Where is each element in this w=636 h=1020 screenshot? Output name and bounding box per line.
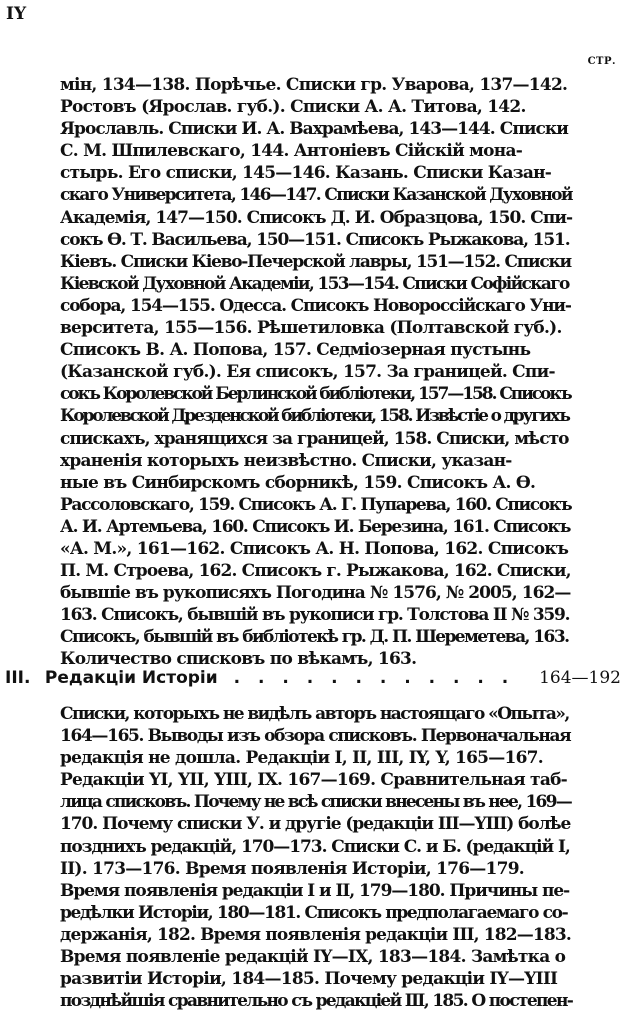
text-line: Королевской Дрезденской библіотеки, 158. Извѣстіе о другихъ [60, 406, 569, 427]
text-line: Ростовъ (Ярослав. губ.). Списки А. А. Титова, 142. [60, 97, 526, 118]
section-page-range: 164—192 [539, 668, 621, 688]
text-line: 164—165. Выводы изъ обзора списковъ. Первоначальная [60, 726, 571, 747]
text-line: лица списковъ. Почему не всѣ списки внесены въ нее, 169— [60, 792, 571, 813]
text-line: Время появленіе редакцій IY—IX, 183—184. Замѣтка о [60, 947, 566, 968]
text-line: А. И. Артемьева, 160. Списокъ И. Березина, 161. Списокъ [60, 516, 571, 537]
text-line: «А. М.», 161—162. Списокъ А. Н. Попова, 162. Списокъ [60, 538, 569, 559]
text-line: Время появленія редакціи I и II, 179—180. Причины пе- [60, 880, 570, 901]
text-line: храненія которыхъ неизвѣстно. Списки, указан- [60, 450, 512, 471]
text-line: Ярославль. Списки И. А. Вахрамѣева, 143—144. Списки [60, 119, 568, 140]
text-line: 170. Почему списки У. и другіе (редакціи III—YIII) болѣе [60, 814, 571, 835]
text-line: развитіи Исторіи, 184—185. Почему редакціи IY—YIII [60, 969, 558, 990]
text-line: Рассоловскаго, 159. Списокъ А. Г. Пупарева, 160. Списокъ [60, 494, 572, 515]
column-label: СТР. [587, 56, 616, 67]
text-line: (Казанской губ.). Ея списокъ, 157. За границей. Спи- [60, 362, 555, 383]
section-title: Редакціи Исторіи [44, 668, 218, 688]
text-line: Списокъ В. А. Попова, 157. Седміозерная пустынь [60, 340, 531, 361]
text-line: бывшіе въ рукописяхъ Погодина № 1576, № 2005, 162— [60, 583, 571, 604]
text-line: позднихъ редакцій, 170—173. Списки С. и Б. (редакцій I, [60, 836, 570, 857]
text-line: скаго Университета, 146—147. Списки Казанской Духовной [60, 185, 572, 206]
text-line: сокъ Королевской Берлинской библіотеки, 157—158. Списокъ [60, 384, 571, 405]
contents-paragraph-2 [60, 703, 572, 1012]
text-line: Кіевъ. Списки Кіево-Печерской лавры, 151—152. Списки [60, 251, 571, 272]
text-line: редѣлки Исторіи, 180—181. Списокъ предполагаемаго со- [60, 902, 568, 923]
section-number: III. [5, 668, 31, 688]
text-line: П. М. Строева, 162. Списокъ г. Рыжакова, 162. Списки, [60, 561, 571, 582]
text-line: стырь. Его списки, 145—146. Казань. Списки Казан- [60, 163, 552, 184]
text-line: редакція не дошла. Редакціи I, II, III, IY, Y, 165—167. [60, 748, 543, 769]
text-line: собора, 154—155. Одесса. Списокъ Новороссійскаго Уни- [60, 295, 571, 316]
text-line: Количество списковъ по вѣкамъ, 163. [60, 649, 417, 670]
text-line: Кіевской Духовной Академіи, 153—154. Списки Софійскаго [60, 273, 569, 294]
contents-paragraph-1 [60, 74, 572, 671]
text-line: верситета, 155—156. Рѣшетиловка (Полтавской губ.). [60, 318, 562, 339]
leader-dots: . . . . . . . . . . . . [233, 668, 515, 688]
text-line: II). 173—176. Время появленія Исторіи, 176—179. [60, 858, 524, 879]
text-line: Списокъ, бывшій въ библіотекѣ гр. Д. П. Шереметева, 163. [60, 627, 569, 648]
text-line: спискахъ, хранящихся за границей, 158. Списки, мѣсто [60, 428, 569, 449]
page-number: IY [6, 4, 27, 24]
text-line: ные въ Синбирскомъ сборникѣ, 159. Списокъ А. Ѳ. [60, 472, 536, 493]
section-heading [5, 668, 625, 688]
text-line: С. М. Шпилевскаго, 144. Антоніевъ Сійскій мона- [60, 141, 523, 162]
text-line: 163. Списокъ, бывшій въ рукописи гр. Толстова II № 359. [60, 605, 570, 626]
text-line: Редакціи YI, YII, YIII, IX. 167—169. Сравнительная таб- [60, 770, 567, 791]
text-line: Списки, которыхъ не видѣлъ авторъ настоящаго «Опыта», [60, 704, 569, 724]
text-line: Академія, 147—150. Списокъ Д. И. Образцова, 150. Спи- [60, 207, 573, 228]
text-line: мін, 134—138. Порѣчье. Списки гр. Уварова, 137—142. [60, 75, 568, 95]
text-line: держанія, 182. Время появленія редакціи III, 182—183. [60, 924, 571, 945]
text-line: сокъ Ѳ. Т. Васильева, 150—151. Списокъ Рыжакова, 151. [60, 229, 570, 250]
text-line: позднѣйшія сравнительно съ редакціей III, 185. О постепен- [60, 991, 573, 1012]
